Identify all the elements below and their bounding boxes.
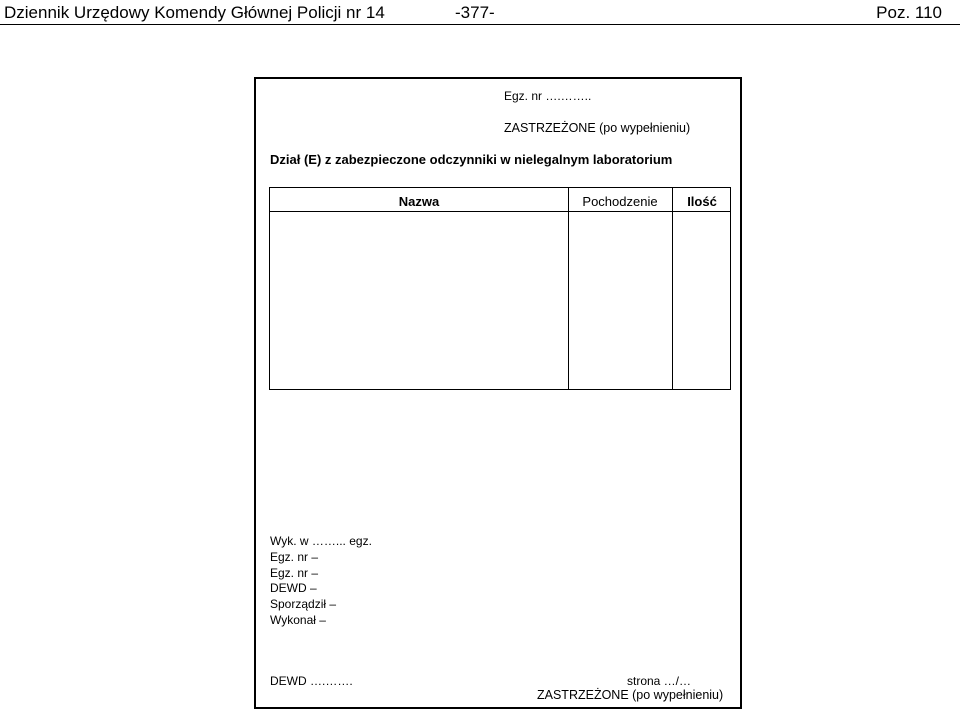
restricted-label-top: ZASTRZEŻONE (po wypełnieniu) — [504, 121, 691, 135]
dewd-number: DEWD ….……. — [270, 674, 353, 688]
page-number: -377- — [455, 3, 495, 22]
column-divider — [672, 188, 673, 389]
form-frame — [254, 77, 742, 709]
column-header-pochodzenie: Pochodzenie — [582, 194, 658, 209]
restricted-label-bottom: ZASTRZEŻONE (po wypełnieniu) — [537, 688, 724, 702]
footer-line-executed-by: Wykonał – — [270, 612, 326, 627]
footer-line-copy-2: Egz. nr – — [270, 565, 319, 580]
footer-line-dewd: DEWD – — [270, 581, 317, 596]
footer-line-copies: Wyk. w ……... egz. — [270, 534, 372, 548]
table-header — [270, 188, 730, 212]
footer-line-copy-1: Egz. nr – — [270, 549, 319, 564]
column-header-ilosc: Ilość — [687, 194, 717, 209]
section-title: Dział (E) z zabezpieczone odczynniki w nielegalnym laboratorium — [270, 152, 673, 167]
page-counter: strona …/… — [627, 674, 692, 688]
footer-line-prepared-by: Sporządził – — [270, 597, 337, 612]
reagents-table — [269, 187, 731, 390]
column-divider — [568, 188, 569, 389]
journal-title: Dziennik Urzędowy Komendy Głównej Policji nr 14 — [4, 3, 385, 22]
page-header — [0, 0, 960, 26]
execution-details — [270, 534, 372, 629]
copy-number: Egz. nr ….…….. — [504, 89, 592, 103]
position-number: Poz. 110 — [876, 3, 942, 22]
header-divider — [0, 24, 960, 25]
column-header-nazwa: Nazwa — [398, 194, 440, 209]
